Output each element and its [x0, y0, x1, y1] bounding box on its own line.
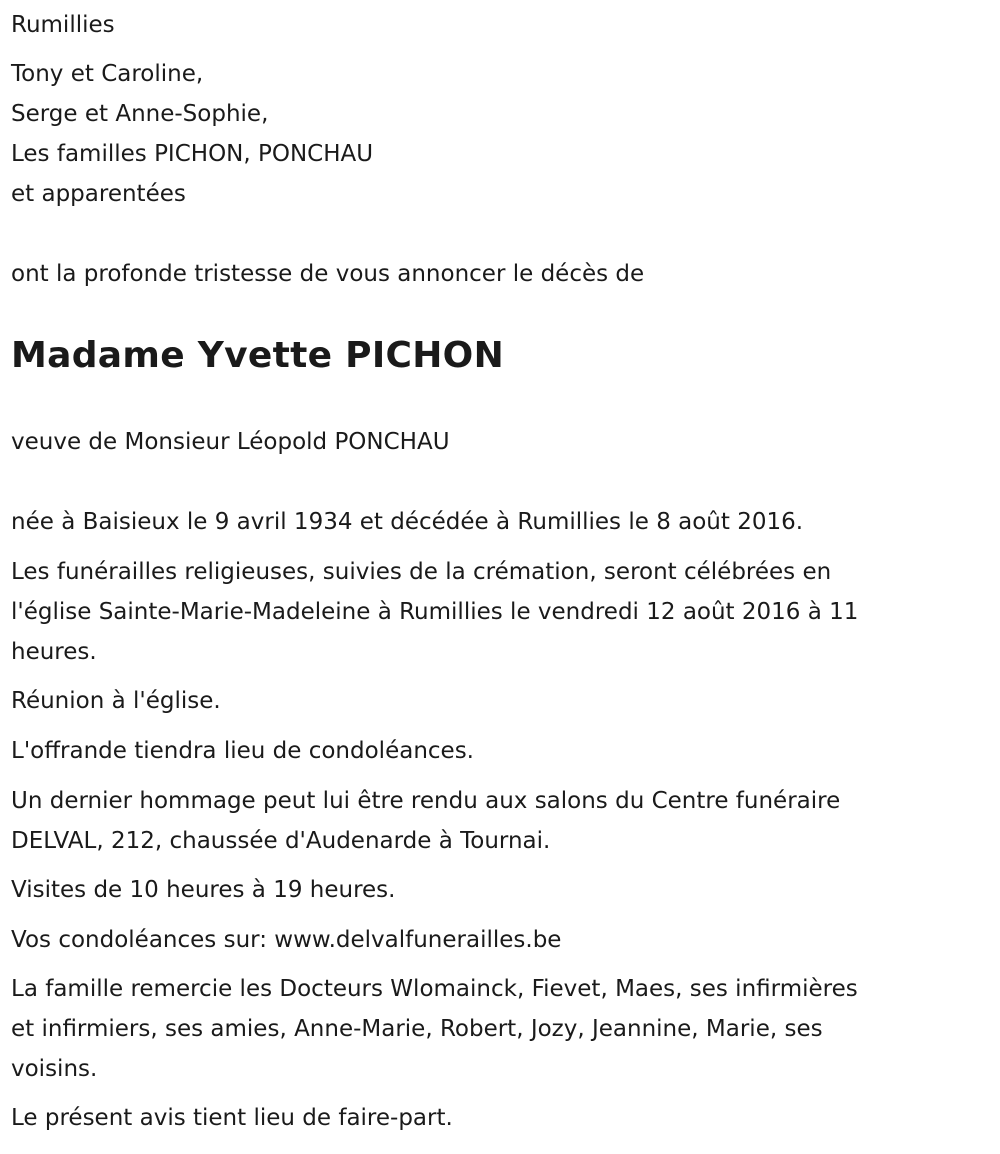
meeting-text: Réunion à l'église.	[11, 688, 221, 714]
condolences-label: Vos condoléances sur:	[11, 927, 275, 953]
closing-text: Le présent avis tient lieu de faire-part.	[11, 1105, 453, 1131]
funeral-text-line: Les funérailles religieuses, suivies de la crémation, seront célébrées en	[11, 559, 832, 585]
widow-of-text: veuve de Monsieur Léopold PONCHAU	[11, 429, 450, 455]
funeral-text-line: l'église Sainte-Marie-Madeleine à Rumillies le vendredi 12 août 2016 à 11	[11, 599, 859, 625]
family-line: Serge et Anne-Sophie,	[11, 101, 269, 127]
thanks-text-line: voisins.	[11, 1056, 98, 1082]
condolences-url: www.delvalfunerailles.be	[274, 927, 562, 953]
offering-text: L'offrande tiendra lieu de condoléances.	[11, 738, 474, 764]
thanks-text-line: et infirmiers, ses amies, Anne-Marie, Robert, Jozy, Jeannine, Marie, ses	[11, 1016, 823, 1042]
family-line: Les familles PICHON, PONCHAU	[11, 141, 374, 167]
family-line: et apparentées	[11, 181, 186, 207]
thanks-text-line: La famille remercie les Docteurs Wlomainck, Fievet, Maes, ses infirmières	[11, 976, 858, 1002]
homage-text-line: Un dernier hommage peut lui être rendu aux salons du Centre funéraire	[11, 788, 841, 814]
announcement-text: ont la profonde tristesse de vous annoncer le décès de	[11, 261, 645, 287]
homage-text-line: DELVAL, 212, chaussée d'Audenarde à Tournai.	[11, 828, 551, 854]
condolences-line	[11, 920, 561, 960]
visits-text: Visites de 10 heures à 19 heures.	[11, 877, 396, 903]
location-heading: Rumillies	[11, 12, 115, 38]
birth-death-text: née à Baisieux le 9 avril 1934 et décédée à Rumillies le 8 août 2016.	[11, 509, 804, 535]
funeral-text-line: heures.	[11, 639, 97, 665]
family-line: Tony et Caroline,	[11, 61, 204, 87]
deceased-name: Madame Yvette PICHON	[11, 335, 505, 376]
